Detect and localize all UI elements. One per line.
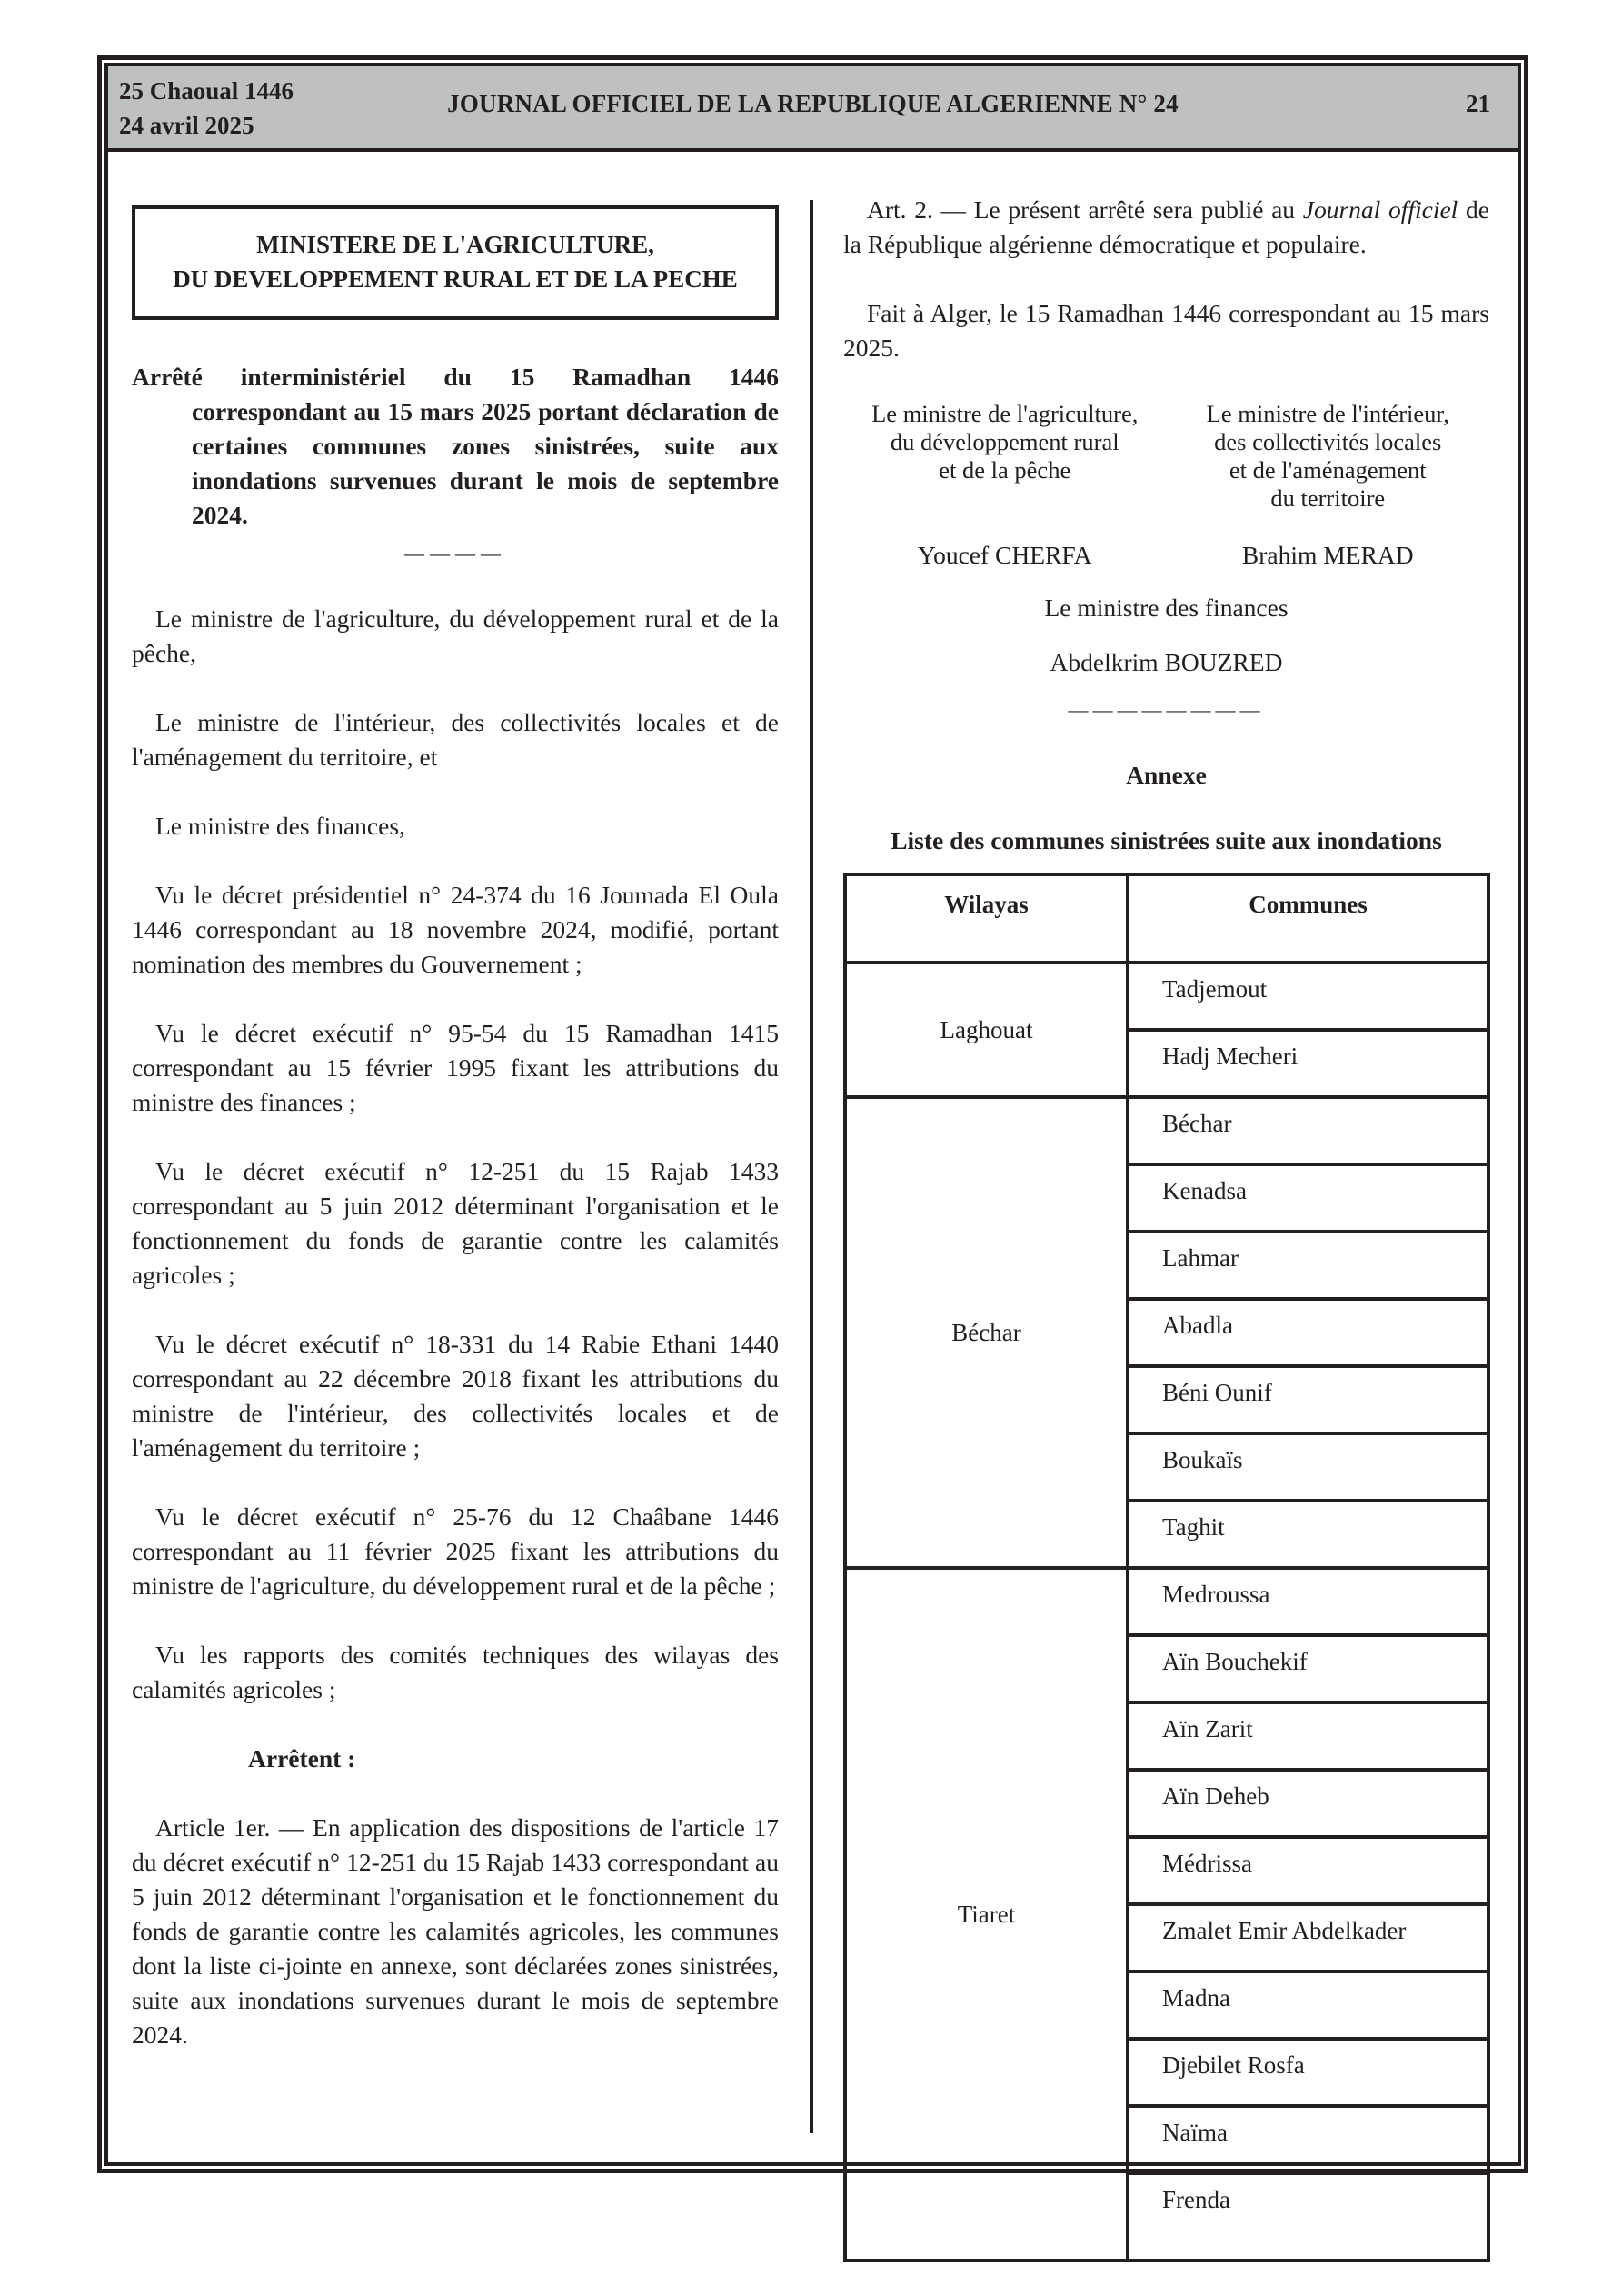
column-divider [810, 200, 813, 2133]
ministry-line-2: DU DEVELOPPEMENT RURAL ET DE LA PECHE [173, 265, 738, 293]
commune-cell: Médrissa [1128, 1837, 1488, 1904]
ministry-line-1: MINISTERE DE L'AGRICULTURE, [256, 231, 654, 258]
header-wilayas: Wilayas [845, 874, 1128, 963]
commune-cell: Frenda [1128, 2173, 1488, 2261]
wilaya-cell: Laghouat [845, 963, 1128, 1097]
commune-cell: Hadj Mecheri [1128, 1030, 1488, 1097]
visa-paragraph: Vu les rapports des comités techniques des wilayas des calamités agricoles ; [132, 1641, 779, 1703]
arrete-title: Arrêté interministériel du 15 Ramadhan 1446 correspondant au 15 mars 2025 portant déclaration de certaines communes zones sinistrées, suite aux inondations survenues durant le mois de septembre 2024. [132, 363, 779, 529]
signature-title-line: des collectivités locales [1214, 428, 1442, 455]
communes-table [843, 873, 1490, 2262]
commune-cell: Abadla [1128, 1299, 1488, 1366]
table-body [845, 963, 1488, 2261]
table-header-row [845, 874, 1488, 963]
signature-agriculture [843, 400, 1167, 573]
table-row [845, 1568, 1488, 1635]
journal-header [108, 66, 1518, 152]
preamble-paragraph: Le ministre des finances, [155, 812, 405, 840]
visa-paragraph: Vu le décret présidentiel n° 24-374 du 16 Joumada El Oula 1446 correspondant au 18 novembre 2024, modifié, portant nomination des membres du Gouvernement ; [132, 881, 779, 978]
article-2-text: Art. 2. — Le présent arrêté sera publié au [867, 195, 1303, 224]
commune-cell: Béni Ounif [1128, 1366, 1488, 1433]
gregorian-date: 24 avril 2025 [119, 112, 254, 139]
preamble-paragraph: Le ministre de l'agriculture, du développement rural et de la pêche, [132, 604, 779, 667]
journal-title: JOURNAL OFFICIEL DE LA REPUBLIQUE ALGERIENNE N° 24 [447, 90, 1179, 117]
signature-interieur [1167, 400, 1490, 573]
left-column [132, 205, 779, 2087]
commune-cell: Zmalet Emir Abdelkader [1128, 1904, 1488, 1972]
table-row [845, 963, 1488, 1030]
commune-cell: Aïn Deheb [1128, 1770, 1488, 1837]
commune-cell: Lahmar [1128, 1232, 1488, 1299]
page-number: 21 [1466, 90, 1490, 117]
signatures-row [843, 400, 1489, 573]
signatory-name: Brahim MERAD [1241, 541, 1414, 569]
commune-cell: Aïn Zarit [1128, 1702, 1488, 1770]
visa-paragraph: Vu le décret exécutif n° 12-251 du 15 Rajab 1433 correspondant au 5 juin 2012 déterminant l'organisation et le fonctionnement du fonds de garantie contre les calamités agricoles ; [132, 1157, 779, 1289]
signature-title-line: du territoire [1270, 484, 1386, 512]
signature-title-line: Le ministre de l'agriculture, [871, 400, 1139, 427]
hijri-date: 25 Chaoual 1446 [119, 77, 294, 105]
signature-title-line: et de la pêche [939, 456, 1071, 484]
header-communes: Communes [1128, 874, 1488, 963]
preamble-paragraph: Le ministre de l'intérieur, des collectivités locales et de l'aménagement du territoire, et [132, 708, 779, 771]
article-2 [843, 193, 1489, 262]
commune-cell: Boukaïs [1128, 1433, 1488, 1501]
visa-paragraph: Vu le décret exécutif n° 25-76 du 12 Chaâbane 1446 correspondant au 11 février 2025 fixant les attributions du ministre de l'agriculture, du développement rural et de la pêche ; [132, 1502, 779, 1600]
signature-separator: ———————— [1068, 698, 1265, 721]
signature-title-line: et de l'aménagement [1229, 456, 1427, 484]
visa-paragraph: Vu le décret exécutif n° 95-54 du 15 Ramadhan 1415 correspondant au 15 février 1995 fixant les attributions du ministre des finances ; [132, 1019, 779, 1116]
annex-label: Annexe [1126, 761, 1207, 789]
commune-cell: Aïn Bouchekif [1128, 1635, 1488, 1702]
commune-cell: Taghit [1128, 1501, 1488, 1568]
wilaya-cell: Tiaret [845, 1568, 1128, 2261]
commune-cell: Djebilet Rosfa [1128, 2039, 1488, 2106]
signature-title-line: du développement rural [890, 428, 1119, 455]
article-1: Article 1er. — En application des dispositions de l'article 17 du décret exécutif n° 12-251 du 15 Rajab 1433 correspondant au 5 juin 2012 déterminant l'organisation et le fonctionnement du fonds de garantie contre les calamités agricoles, les communes dont la liste ci-jointe en annexe, sont déclarées zones sinistrées, suite aux inondations survenues durant le mois de septembre 2024. [132, 1813, 779, 2049]
commune-cell: Béchar [1128, 1097, 1488, 1164]
commune-cell: Tadjemout [1128, 963, 1488, 1030]
commune-cell: Madna [1128, 1972, 1488, 2039]
visa-paragraph: Vu le décret exécutif n° 18-331 du 14 Rabie Ethani 1440 correspondant au 22 décembre 2018 fixant les attributions du ministre de l'intérieur, des collectivités locales et de l'aménagement du territoire ; [132, 1330, 779, 1462]
ministry-box [132, 205, 779, 320]
finance-minister-name: Abdelkrim BOUZRED [1050, 648, 1283, 676]
table-row [845, 1097, 1488, 1164]
commune-cell: Medroussa [1128, 1568, 1488, 1635]
commune-cell: Kenadsa [1128, 1164, 1488, 1232]
article-2-text-end: de la République algérienne démocratique et populaire. [843, 195, 1489, 258]
fait-a-alger: Fait à Alger, le 15 Ramadhan 1446 correspondant au 15 mars 2025. [843, 299, 1489, 362]
signatory-name: Youcef CHERFA [917, 541, 1092, 569]
wilaya-cell: Béchar [845, 1097, 1128, 1568]
signature-title-line: Le ministre de l'intérieur, [1206, 400, 1449, 427]
commune-cell: Naïma [1128, 2106, 1488, 2173]
annex-title: Liste des communes sinistrées suite aux inondations [891, 826, 1442, 854]
finance-minister-title: Le ministre des finances [1044, 594, 1289, 622]
journal-officiel-italic: Journal officiel [1302, 195, 1458, 224]
title-separator: ———— [404, 542, 506, 564]
arretent-heading: Arrêtent : [248, 1744, 356, 1772]
right-column [843, 193, 1489, 2262]
